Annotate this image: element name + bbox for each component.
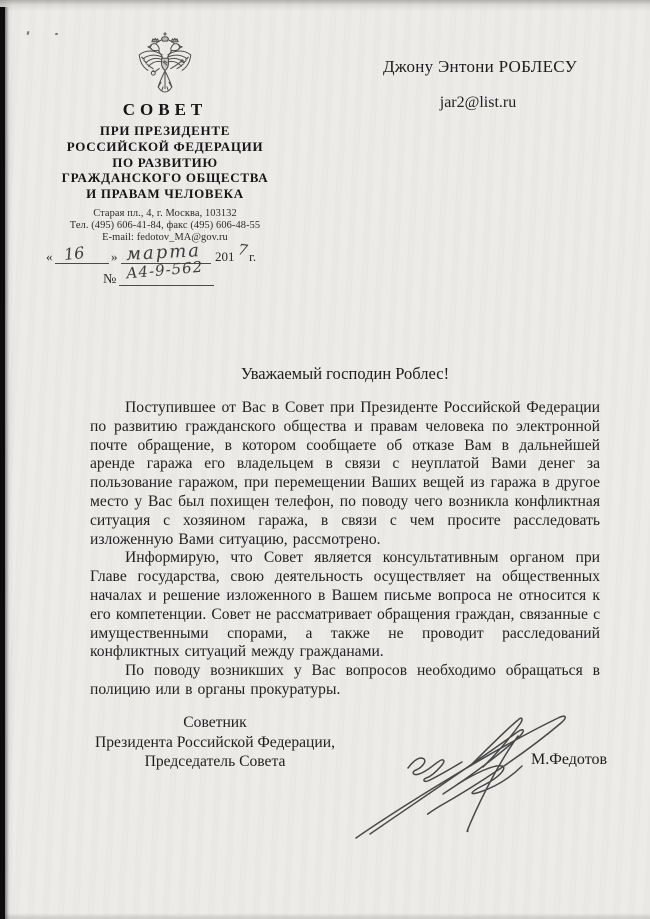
scan-edge-left-shadow: [5, 7, 9, 919]
body-paragraph-1: Поступившее от Вас в Совет при Президенте Российской Федерации по развитию гражданского общества и правам человека по электронной почте обращение, в котором сообщаете об отказе Вам в дальнейшей аренде гаража его владельцем в связи с неуплатой Вами денег за пользование гаражом, при перемещении Ваших вещей из гаража в другое место у Вас был похищен телефон, по поводу чего возникла конфликтная ситуация с хозяином гаража, в связи с чем просите расследовать изложенную Вами ситуацию, рассмотрено.: [90, 399, 600, 548]
signer-title-block: [85, 713, 345, 772]
org-name-line-1: СОВЕТ: [122, 100, 208, 119]
org-name-line-2: ПРИ ПРЕЗИДЕНТЕ: [99, 123, 231, 138]
handwritten-signature: [350, 706, 582, 844]
date-month-handwritten: марта: [125, 240, 202, 265]
org-name-line-6: И ПРАВАМ ЧЕЛОВЕКА: [86, 186, 244, 202]
number-sign: №: [103, 272, 117, 287]
recipient-name: Джону Энтони РОБЛЕСУ: [382, 57, 578, 76]
letterhead: [34, 30, 296, 244]
org-name-line-5: ГРАЖДАНСКОГО ОБЩЕСТВА: [61, 170, 269, 186]
number-handwritten: А4-9-562: [125, 257, 204, 283]
org-name-line-3: РОССИЙСКОЙ ФЕДЕРАЦИИ: [66, 138, 264, 154]
signer-title-line-1: Советник: [183, 714, 247, 731]
body-paragraph-3: По поводу возникших у Вас вопросов необходимо обращаться в полицию или в органы прокуратуры.: [90, 662, 600, 698]
letterhead-address: Старая пл., 4, г. Москва, 103132: [93, 207, 237, 219]
date-close-quote: »: [111, 249, 118, 264]
date-year-printed: 201: [215, 249, 235, 264]
letter-body: [90, 364, 600, 700]
date-year-suffix: г.: [249, 249, 257, 264]
date-open-quote: «: [46, 249, 53, 264]
letterhead-email: E-mail: fedotov_MA@gov.ru: [102, 231, 228, 243]
body-paragraph-2: Информирую, что Совет является консультативным органом при Главе государства, свою деятельность осуществляет на общественных началах и решение изложенного в Вашем письме вопроса не относится к его компетенции. Совет не рассматривает обращения граждан, связанные с имущественными спорами, а также не проводит расследований конфликтных ситуаций между гражданами.: [90, 549, 600, 661]
signer-name: М.Федотов: [531, 751, 608, 768]
recipient-email: jar2@list.ru: [439, 94, 517, 111]
date-year-digit-handwritten: 7: [236, 240, 249, 260]
salutation: Уважаемый господин Роблес!: [240, 364, 450, 383]
org-name-line-4: ПО РАЗВИТИЮ: [112, 154, 218, 170]
date-day-handwritten: 16: [63, 242, 86, 265]
letterhead-phone-fax: Тел. (495) 606-41-84, факс (495) 606-48-55: [69, 219, 261, 231]
coat-of-arms-icon: [136, 32, 194, 96]
signer-title-line-3: Председатель Совета: [144, 753, 286, 771]
scan-speck: [26, 31, 29, 35]
signer-title-line-2: Президента Российской Федерации,: [95, 733, 335, 751]
